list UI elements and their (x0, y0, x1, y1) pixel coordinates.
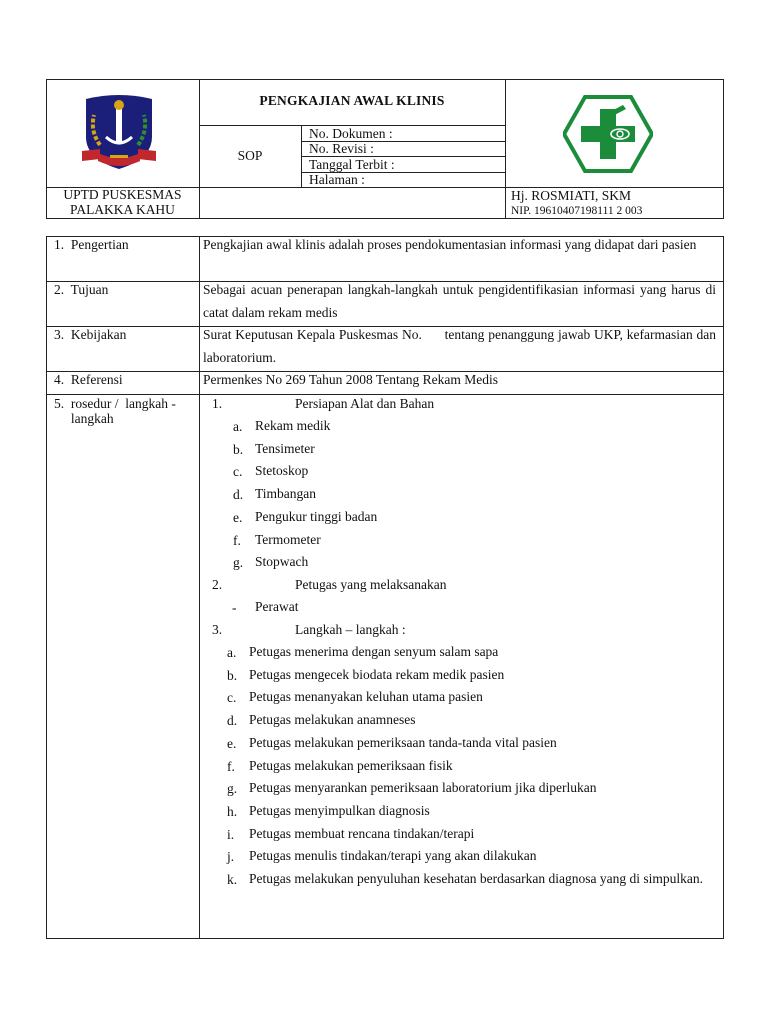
field-no-revisi: No. Revisi : (309, 141, 374, 156)
regional-crest-icon (78, 93, 160, 171)
part3-list-item: Petugas membuat rencana tindakan/terapi (249, 825, 475, 841)
section-label-prosedur-cont: langkah (54, 411, 114, 426)
part3-list-item: Petugas melakukan anamneses (249, 712, 416, 728)
part3-list-marker: d. (227, 713, 238, 729)
part3-list-marker: b. (227, 667, 238, 683)
part3-list-item: Petugas menerima dengan senyum salam sapa (249, 644, 499, 659)
part1-list-item: Timbangan (255, 486, 317, 502)
part1-list-item: Rekam medik (255, 418, 331, 433)
document-title: PENGKAJIAN AWAL KLINIS (259, 93, 445, 108)
part1-heading: Persiapan Alat dan Bahan (295, 396, 435, 411)
part3-list-marker: g. (227, 781, 238, 797)
part1-list-marker: e. (233, 509, 243, 525)
signer-nip: NIP. 19610407198111 2 003 (511, 205, 643, 217)
signer-name: Hj. ROSMIATI, SKM (511, 188, 632, 203)
section-label-pengertian: 1. Pengertian (54, 237, 129, 252)
part3-list-item: Petugas menyarankan pemeriksaan laboratorium jika diperlukan (249, 780, 597, 796)
part1-number: 1. (212, 396, 223, 411)
part2-number: 2. (212, 577, 223, 592)
part3-list-item: Petugas menanyakan keluhan utama pasien (249, 689, 483, 705)
part2-heading: Petugas yang melaksanakan (295, 577, 447, 592)
section-label-kebijakan: 3. Kebijakan (54, 327, 127, 342)
part1-list-item: Tensimeter (255, 440, 315, 456)
part1-list-marker: c. (233, 464, 243, 480)
part3-list-marker: f. (227, 758, 235, 774)
section-label-referensi: 4. Referensi (54, 372, 123, 387)
part1-list-marker: g. (233, 555, 244, 571)
part3-list-marker: e. (227, 735, 237, 751)
part3-list-marker: h. (227, 803, 238, 819)
part3-list-marker: k. (227, 872, 238, 887)
section-label-prosedur: 5. rosedur / langkah - (54, 396, 176, 411)
part3-list-marker: i. (227, 826, 235, 842)
part3-list-item: Petugas menulis tindakan/terapi yang akan dilakukan (249, 848, 537, 864)
section-label-tujuan: 2. Tujuan (54, 282, 109, 297)
part3-list-item: Petugas mengecek biodata rekam medik pasien (249, 666, 505, 682)
tujuan-text: Sebagai acuan penerapan langkah-langkah untuk pengidentifikasian informasi yang harus di catat dalam rekam medis (203, 282, 716, 320)
part3-number: 3. (212, 622, 223, 637)
part1-list-marker: b. (233, 441, 244, 457)
part3-list-marker: j. (227, 849, 235, 865)
part1-list-marker: f. (233, 532, 241, 548)
org-name-line2: PALAKKA KAHU (70, 202, 175, 217)
part3-list-marker: c. (227, 690, 237, 706)
part1-list-item: Stopwach (255, 554, 309, 570)
part1-list-marker: a. (233, 419, 243, 434)
part3-list-item: Petugas menyimpulkan diagnosis (249, 802, 430, 818)
kebijakan-text: Surat Keputusan Kepala Puskesmas No. tentang penanggung jawab UKP, kefarmasian dan laboratorium. (203, 327, 720, 365)
part2-list-item: Perawat (255, 599, 299, 614)
part2-list-marker: - (232, 600, 237, 615)
org-name-line1: UPTD PUSKESMAS (63, 187, 182, 202)
part1-list-item: Stetoskop (255, 463, 309, 479)
part3-list-item: Petugas melakukan pemeriksaan tanda-tanda vital pasien (249, 734, 557, 750)
part1-list-marker: d. (233, 487, 244, 503)
field-tanggal-terbit: Tanggal Terbit : (309, 157, 395, 172)
field-halaman: Halaman : (309, 172, 365, 187)
field-no-dokumen: No. Dokumen : (309, 126, 393, 141)
part3-list-item: Petugas melakukan penyuluhan kesehatan berdasarkan diagnosa yang di simpulkan. (249, 871, 703, 886)
part1-list-item: Pengukur tinggi badan (255, 508, 378, 524)
part3-heading: Langkah – langkah : (295, 622, 406, 637)
part3-list-marker: a. (227, 645, 237, 660)
pengertian-text: Pengkajian awal klinis adalah proses pendokumentasian informasi yang didapat dari pasien (203, 237, 697, 252)
referensi-text: Permenkes No 269 Tahun 2008 Tentang Rekam Medis (203, 372, 498, 387)
sop-label: SOP (237, 148, 263, 163)
org-name (46, 187, 199, 217)
puskesmas-cross-logo-icon (563, 95, 653, 173)
part1-list-item: Termometer (255, 531, 321, 547)
part3-list-item: Petugas melakukan pemeriksaan fisik (249, 757, 453, 773)
